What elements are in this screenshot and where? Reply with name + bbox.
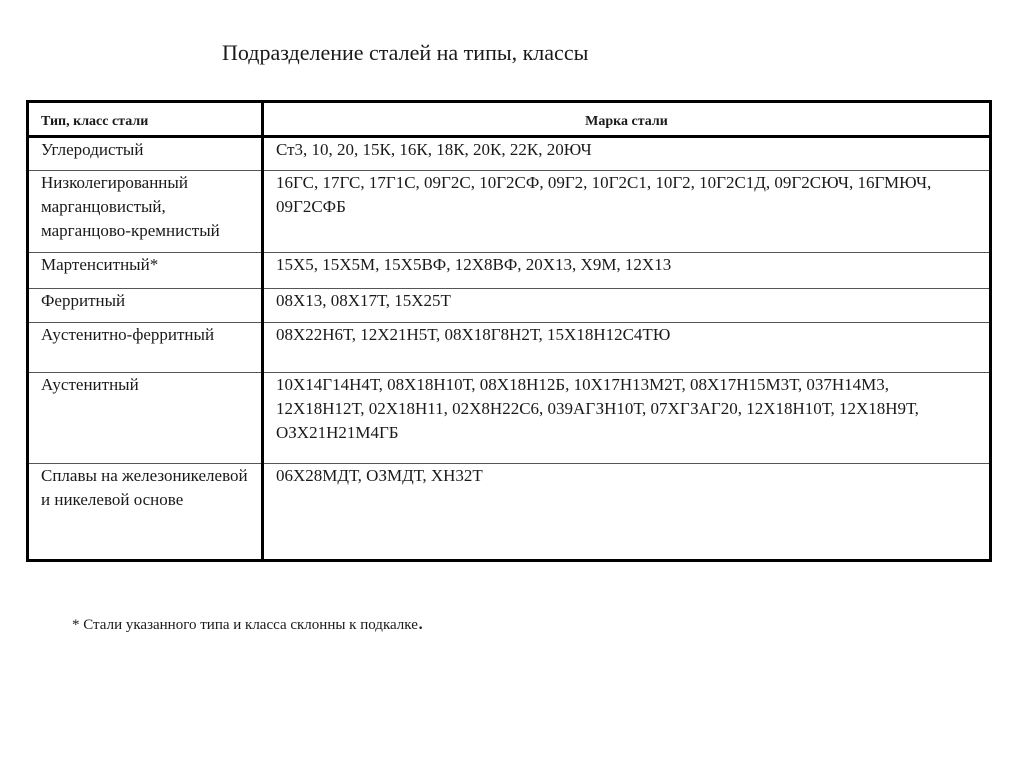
steel-type-cell: Низколегированный марганцовистый, марганцово-кремнистый bbox=[28, 171, 263, 253]
steel-type-cell: Аустенитный bbox=[28, 373, 263, 464]
steel-grades-cell: Ст3, 10, 20, 15К, 16К, 18К, 20К, 22К, 20ЮЧ bbox=[263, 137, 991, 171]
steel-type-cell: Аустенитно-ферритный bbox=[28, 323, 263, 373]
steel-type-cell: Мартенситный* bbox=[28, 253, 263, 289]
steel-classification-table bbox=[26, 100, 992, 562]
steel-grades-cell: 06Х28МДТ, ОЗМДТ, ХН32Т bbox=[263, 464, 991, 561]
steel-grades-cell: 16ГС, 17ГС, 17Г1С, 09Г2С, 10Г2СФ, 09Г2, 10Г2С1, 10Г2, 10Г2С1Д, 09Г2СЮЧ, 16ГМЮЧ, 09Г2СФБ bbox=[263, 171, 991, 253]
steel-type-cell: Сплавы на железоникелевой и никелевой основе bbox=[28, 464, 263, 561]
table-header-row bbox=[28, 102, 991, 137]
steel-grades-cell: 15Х5, 15Х5М, 15Х5ВФ, 12Х8ВФ, 20Х13, Х9М, 12Х13 bbox=[263, 253, 991, 289]
table-row bbox=[28, 323, 991, 373]
table-row bbox=[28, 464, 991, 561]
footnote-end-mark: . bbox=[417, 609, 424, 634]
steel-grades-cell: 10Х14Г14Н4Т, 08Х18Н10Т, 08Х18Н12Б, 10Х17Н13М2Т, 08Х17Н15М3Т, 037Н14М3, 12Х18Н12Т, 02Х18Н11, 02Х8Н22С6, 039АГЗН10Т, 07ХГЗАГ20, 12Х18Н10Т, 12Х18Н9Т, ОЗХ21Н21М4ГБ bbox=[263, 373, 991, 464]
column-header-type: Тип, класс стали bbox=[28, 102, 263, 137]
footnote bbox=[72, 609, 423, 635]
footnote-text: * Стали указанного типа и класса склонны к подкалке bbox=[72, 617, 418, 633]
table-row bbox=[28, 373, 991, 464]
table-row bbox=[28, 289, 991, 323]
steel-grades-cell: 08Х13, 08Х17Т, 15Х25Т bbox=[263, 289, 991, 323]
page-title: Подразделение сталей на типы, классы bbox=[222, 40, 589, 65]
steel-type-cell: Ферритный bbox=[28, 289, 263, 323]
table-row bbox=[28, 137, 991, 171]
table-row bbox=[28, 171, 991, 253]
table-row bbox=[28, 253, 991, 289]
column-header-grades: Марка стали bbox=[263, 102, 991, 137]
steel-type-cell: Углеродистый bbox=[28, 137, 263, 171]
steel-grades-cell: 08Х22Н6Т, 12Х21Н5Т, 08Х18Г8Н2Т, 15Х18Н12С4ТЮ bbox=[263, 323, 991, 373]
